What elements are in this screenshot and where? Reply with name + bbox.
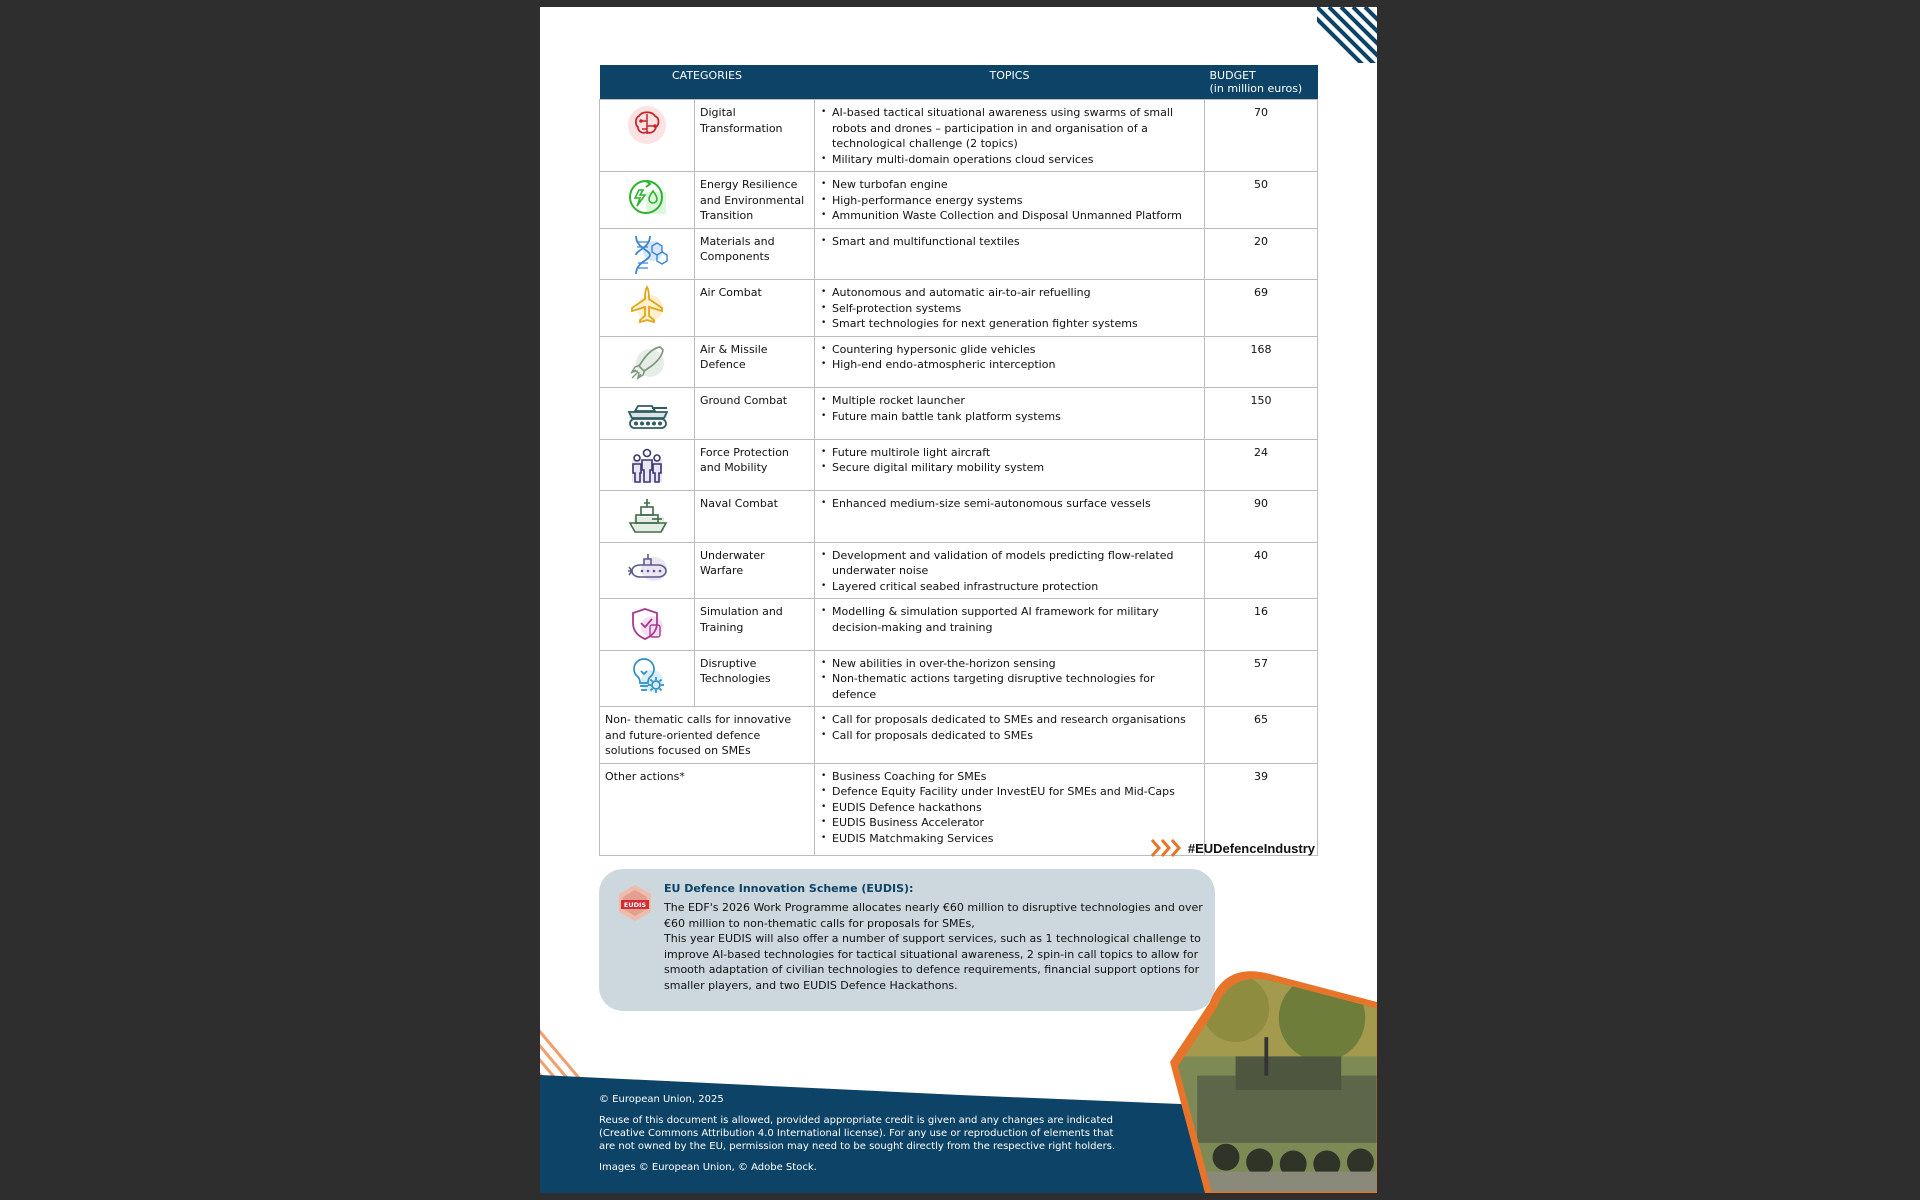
submarine-icon xyxy=(626,547,668,589)
category-icon-cell xyxy=(600,280,695,337)
topic-item: • Future main battle tank platform systems xyxy=(820,409,1199,425)
lightbulb-gear-icon xyxy=(626,655,668,697)
topics-cell xyxy=(815,172,1205,229)
category-name: Ground Combat xyxy=(695,388,815,440)
table-row xyxy=(600,388,1318,440)
topics-cell xyxy=(815,439,1205,491)
category-icon-cell xyxy=(600,336,695,388)
armoured-vehicle-photo xyxy=(1170,962,1377,1193)
topic-item: • Smart technologies for next generation fighter systems xyxy=(820,316,1199,332)
decorative-stripes-top xyxy=(1317,7,1377,63)
topic-item: • Layered critical seabed infrastructure protection xyxy=(820,579,1199,595)
budget-value: 90 xyxy=(1205,491,1318,543)
dna-molecule-icon xyxy=(626,233,668,275)
topic-item: • New abilities in over-the-horizon sensing xyxy=(820,656,1199,672)
topic-item: • Secure digital military mobility system xyxy=(820,460,1199,476)
topics-list xyxy=(820,285,1199,332)
budget-value: 16 xyxy=(1205,599,1318,651)
budget-value: 65 xyxy=(1205,707,1318,764)
eudis-paragraph-2: This year EUDIS will also offer a number of support services, such as 1 technological challenge to improve AI-based technologies for tactical situational awareness, 2 spin-in call topics to allow for smooth adaptation of civilian technologies to defence requirements, financial support options for smaller players, and two EUDIS Defence Hackathons. xyxy=(664,932,1201,992)
category-name: Non- thematic calls for innovative and future-oriented defence solutions focused on SMEs xyxy=(600,707,815,764)
budget-value: 24 xyxy=(1205,439,1318,491)
soldiers-icon xyxy=(626,444,668,486)
topics-cell xyxy=(815,336,1205,388)
category-icon-cell xyxy=(600,491,695,543)
topic-item: • Defence Equity Facility under InvestEU for SMEs and Mid-Caps xyxy=(820,784,1199,800)
topics-list xyxy=(820,105,1199,167)
topics-list xyxy=(820,445,1199,476)
topic-item: • Multiple rocket launcher xyxy=(820,393,1199,409)
budget-value: 168 xyxy=(1205,336,1318,388)
topic-item: • Development and validation of models predicting flow-related underwater noise xyxy=(820,548,1199,579)
footer-images: Images © European Union, © Adobe Stock. xyxy=(599,1162,817,1173)
topic-item: • AI-based tactical situational awareness using swarms of small robots and drones – participation in and organisation of a technological challenge (2 topics) xyxy=(820,105,1199,152)
category-name: Force Protection and Mobility xyxy=(695,439,815,491)
budget-value: 40 xyxy=(1205,542,1318,599)
chevrons-icon xyxy=(1150,838,1184,858)
table-row xyxy=(600,439,1318,491)
header-categories: CATEGORIES xyxy=(600,65,815,100)
topics-list xyxy=(820,177,1199,224)
topic-item: • Call for proposals dedicated to SMEs and research organisations xyxy=(820,712,1199,728)
topic-item: • Ammunition Waste Collection and Disposal Unmanned Platform xyxy=(820,208,1199,224)
budget-value: 57 xyxy=(1205,650,1318,707)
topic-item: • Business Coaching for SMEs xyxy=(820,769,1199,785)
category-icon-cell xyxy=(600,228,695,280)
header-budget-unit: (in million euros) xyxy=(1209,82,1303,95)
topics-cell xyxy=(815,650,1205,707)
table-row xyxy=(600,650,1318,707)
header-topics: TOPICS xyxy=(815,65,1205,100)
table-row xyxy=(600,172,1318,229)
fighter-jet-icon xyxy=(626,284,668,326)
topic-item: • Self-protection systems xyxy=(820,301,1199,317)
category-icon-cell xyxy=(600,542,695,599)
topics-list xyxy=(820,496,1199,512)
topic-item: • Modelling & simulation supported AI framework for military decision-making and training xyxy=(820,604,1199,635)
energy-cycle-icon xyxy=(626,176,668,218)
topic-item: • Non-thematic actions targeting disruptive technologies for defence xyxy=(820,671,1199,702)
hashtag-text: #EUDefenceIndustry xyxy=(1187,840,1315,856)
brain-circuit-icon xyxy=(626,104,668,146)
topics-list xyxy=(820,342,1199,373)
topic-item: • Call for proposals dedicated to SMEs xyxy=(820,728,1199,744)
topic-item: • Autonomous and automatic air-to-air refuelling xyxy=(820,285,1199,301)
topics-cell xyxy=(815,763,1205,855)
topics-cell xyxy=(815,388,1205,440)
table-row xyxy=(600,491,1318,543)
category-name: Air & Missile Defence xyxy=(695,336,815,388)
category-icon-cell xyxy=(600,388,695,440)
eudis-body xyxy=(664,900,1204,993)
eudis-paragraph-1: The EDF's 2026 Work Programme allocates nearly €60 million to disruptive technologies and over €60 million to non-thematic calls for proposals for SMEs, xyxy=(664,901,1203,930)
topics-list xyxy=(820,548,1199,595)
category-icon-cell xyxy=(600,599,695,651)
category-name: Energy Resilience and Environmental Transition xyxy=(695,172,815,229)
footer-reuse: Reuse of this document is allowed, provided appropriate credit is given and any changes are indicated (Creative Commons Attribution 4.0 International license). For any use or reproduction of elements that are not owned by the EU, permission may need to be sought directly from the respective right holders. xyxy=(599,1115,1116,1152)
topic-item: • Smart and multifunctional textiles xyxy=(820,234,1199,250)
table-row xyxy=(600,336,1318,388)
budget-value: 70 xyxy=(1205,100,1318,172)
topics-list xyxy=(820,769,1199,847)
table-row xyxy=(600,542,1318,599)
table-row xyxy=(600,707,1318,764)
category-icon-cell xyxy=(600,172,695,229)
topics-cell xyxy=(815,491,1205,543)
topics-cell xyxy=(815,280,1205,337)
eudis-logo-text: EUDIS xyxy=(623,901,647,909)
budget-value: 50 xyxy=(1205,172,1318,229)
category-icon-cell xyxy=(600,650,695,707)
topics-list xyxy=(820,712,1199,743)
category-icon-cell xyxy=(600,100,695,172)
eudis-logo xyxy=(615,883,655,923)
topics-cell xyxy=(815,542,1205,599)
category-name: Disruptive Technologies xyxy=(695,650,815,707)
category-name: Other actions* xyxy=(600,763,815,855)
topics-cell xyxy=(815,599,1205,651)
table-row xyxy=(600,280,1318,337)
topics-cell xyxy=(815,228,1205,280)
budget-value: 69 xyxy=(1205,280,1318,337)
topic-item: • EUDIS Business Accelerator xyxy=(820,815,1199,831)
topic-item: • High-end endo-atmospheric interception xyxy=(820,357,1199,373)
category-name: Simulation and Training xyxy=(695,599,815,651)
topic-item: • EUDIS Matchmaking Services xyxy=(820,831,1199,847)
topics-list xyxy=(820,393,1199,424)
footer-copyright: © European Union, 2025 xyxy=(599,1094,724,1105)
shield-simulation-icon xyxy=(626,603,668,645)
topics-list xyxy=(820,656,1199,703)
header-budget xyxy=(1205,65,1318,100)
topic-item: • Enhanced medium-size semi-autonomous surface vessels xyxy=(820,496,1199,512)
topics-cell xyxy=(815,707,1205,764)
eudis-title: EU Defence Innovation Scheme (EUDIS): xyxy=(664,882,914,895)
category-name: Air Combat xyxy=(695,280,815,337)
topics-cell xyxy=(815,100,1205,172)
topic-item: • New turbofan engine xyxy=(820,177,1199,193)
budget-value: 39 xyxy=(1205,763,1318,855)
footer xyxy=(599,1093,1119,1182)
table-row xyxy=(600,100,1318,172)
budget-value: 150 xyxy=(1205,388,1318,440)
topics-list xyxy=(820,234,1199,250)
topic-item: • Countering hypersonic glide vehicles xyxy=(820,342,1199,358)
table-header-row xyxy=(600,65,1318,100)
category-name: Materials and Components xyxy=(695,228,815,280)
category-icon-cell xyxy=(600,439,695,491)
missile-icon xyxy=(626,341,668,383)
tank-icon xyxy=(626,392,668,434)
warship-icon xyxy=(626,495,668,537)
table-row xyxy=(600,599,1318,651)
budget-table xyxy=(599,65,1318,856)
topic-item: • High-performance energy systems xyxy=(820,193,1199,209)
topics-list xyxy=(820,604,1199,635)
category-name: Naval Combat xyxy=(695,491,815,543)
document-page xyxy=(540,7,1377,1193)
budget-value: 20 xyxy=(1205,228,1318,280)
hashtag xyxy=(1150,838,1315,858)
eudis-box xyxy=(599,869,1215,1011)
category-name: Underwater Warfare xyxy=(695,542,815,599)
topic-item: • Military multi-domain operations cloud services xyxy=(820,152,1199,168)
topic-item: • Future multirole light aircraft xyxy=(820,445,1199,461)
header-budget-label: BUDGET xyxy=(1209,69,1256,82)
table-row xyxy=(600,228,1318,280)
category-name: Digital Transformation xyxy=(695,100,815,172)
topic-item: • EUDIS Defence hackathons xyxy=(820,800,1199,816)
